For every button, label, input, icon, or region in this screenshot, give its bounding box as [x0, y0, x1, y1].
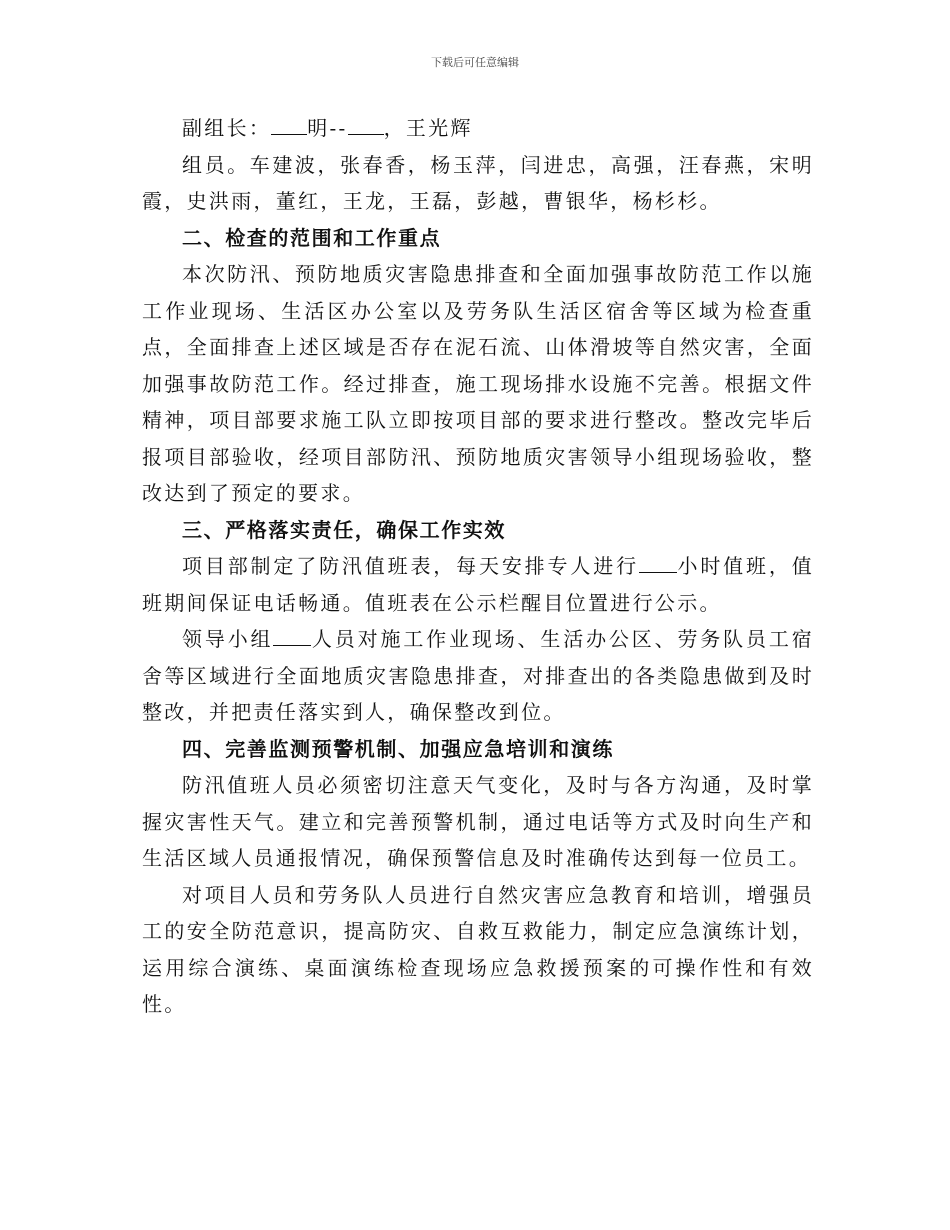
- blank-line: [271, 116, 307, 135]
- leader-group-text-end: 人员对施工作业现场、生活办公区、劳务队员工宿舍等区域进行全面地质灾害隐患排查，对排查出的各类隐患做到及时整改，并把责任落实到人，确保整改到位。: [142, 627, 814, 724]
- section-heading-2: 二、检查的范围和工作重点: [182, 225, 442, 250]
- leader-group-paragraph: [142, 621, 814, 731]
- duty-text-start: 项目部制定了防汛值班表，每天安排专人进行: [182, 554, 639, 578]
- deputy-leader-paragraph: [142, 110, 814, 147]
- blank-line: [348, 116, 384, 135]
- warning-paragraph: 防汛值班人员必须密切注意天气变化，及时与各方沟通，及时掌握灾害性天气。建立和完善预警机制，通过电话等方式及时向生产和生活区域人员通报情况，确保预警信息及时准确传达到每一位员工。: [142, 773, 814, 870]
- leader-group-text-start: 领导小组: [182, 627, 274, 651]
- deputy-leader-name-rest: ，王光辉: [383, 116, 473, 140]
- page-header-note: 下载后可任意编辑: [431, 56, 519, 69]
- deputy-leader-name-part: 明--: [307, 116, 348, 140]
- duty-text-end: 小时值班，值班期间保证电话畅通。值班表在公示栏醒目位置进行公示。: [142, 554, 814, 615]
- training-paragraph: 对项目人员和劳务队人员进行自然灾害应急教育和培训，增强员工的安全防范意识，提高防灾、自救互救能力，制定应急演练计划，运用综合演练、桌面演练检查现场应急救援预案的可操作性和有效性。: [142, 882, 814, 1016]
- members-paragraph: 组员。车建波，张春香，杨玉萍，闫进忠，高强，汪春燕，宋明霞，史洪雨，董红，王龙，王磊，彭越，曹银华，杨杉杉。: [142, 152, 814, 213]
- document-body: [142, 110, 814, 1023]
- section-heading-4: 四、完善监测预警机制、加强应急培训和演练: [182, 736, 614, 761]
- section-heading-3: 三、严格落实责任，确保工作实效: [182, 517, 506, 542]
- duty-paragraph: [142, 548, 814, 621]
- blank-line: [639, 554, 677, 573]
- scope-paragraph: 本次防汛、预防地质灾害隐患排查和全面加强事故防范工作以施工作业现场、生活区办公室以及劳务队生活区宿舍等区域为检查重点，全面排查上述区域是否存在泥石流、山体滑坡等自然灾害，全面加强事故防范工作。经过排查，施工现场排水设施不完善。根据文件精神，项目部要求施工队立即按项目部的要求进行整改。整改完毕后报项目部验收，经项目部防汛、预防地质灾害领导小组现场验收，整改达到了预定的要求。: [142, 262, 814, 505]
- deputy-leader-label: 副组长：: [182, 116, 272, 140]
- blank-line: [273, 627, 311, 646]
